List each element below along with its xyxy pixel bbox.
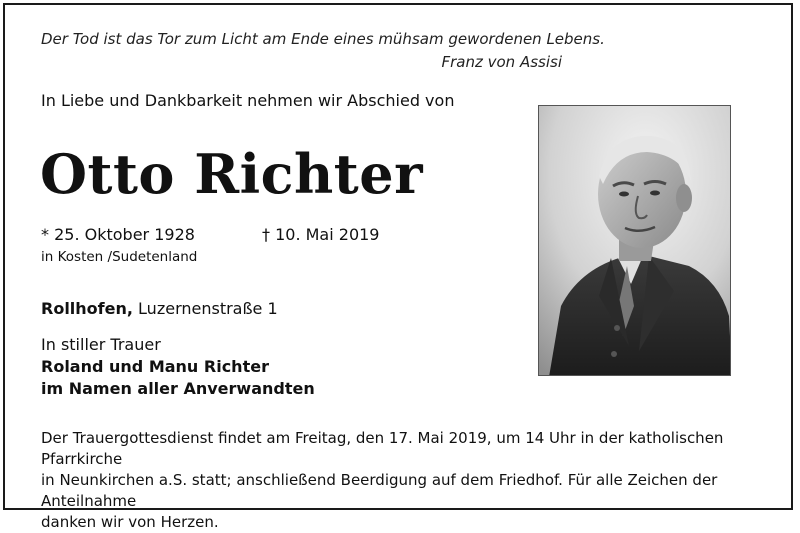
intro-text: In Liebe und Dankbarkeit nehmen wir Abschied von <box>41 91 455 110</box>
service-line-2: in Neunkirchen a.S. statt; anschließend Beerdigung auf dem Friedhof. Für alle Zeichen der Anteilnahme <box>41 471 718 510</box>
mourning-line: In stiller Trauer <box>41 335 161 354</box>
service-line-1: Der Trauergottesdienst findet am Freitag, den 17. Mai 2019, um 14 Uhr in der katholischen Pfarrkirche <box>41 429 724 468</box>
address-street: Luzernenstraße 1 <box>138 299 278 318</box>
mourning-block <box>41 334 315 400</box>
quote-text: Der Tod ist das Tor zum Licht am Ende eines mühsam gewordenen Lebens. <box>41 30 605 48</box>
service-line-3: danken wir von Herzen. <box>41 513 219 531</box>
mourner-relatives: im Namen aller Anverwandten <box>41 379 315 398</box>
birthplace: in Kosten /Sudetenland <box>41 249 198 265</box>
quote-author: Franz von Assisi <box>441 53 562 71</box>
portrait-image <box>539 106 731 376</box>
birth-date: * 25. Oktober 1928 <box>41 225 195 244</box>
mourner-names: Roland und Manu Richter <box>41 357 269 376</box>
address <box>41 299 278 318</box>
death-date: † 10. Mai 2019 <box>262 225 380 244</box>
address-town: Rollhofen, <box>41 299 133 318</box>
service-notice <box>41 428 771 533</box>
portrait-photo <box>538 105 731 376</box>
deceased-name: Otto Richter <box>40 142 424 206</box>
